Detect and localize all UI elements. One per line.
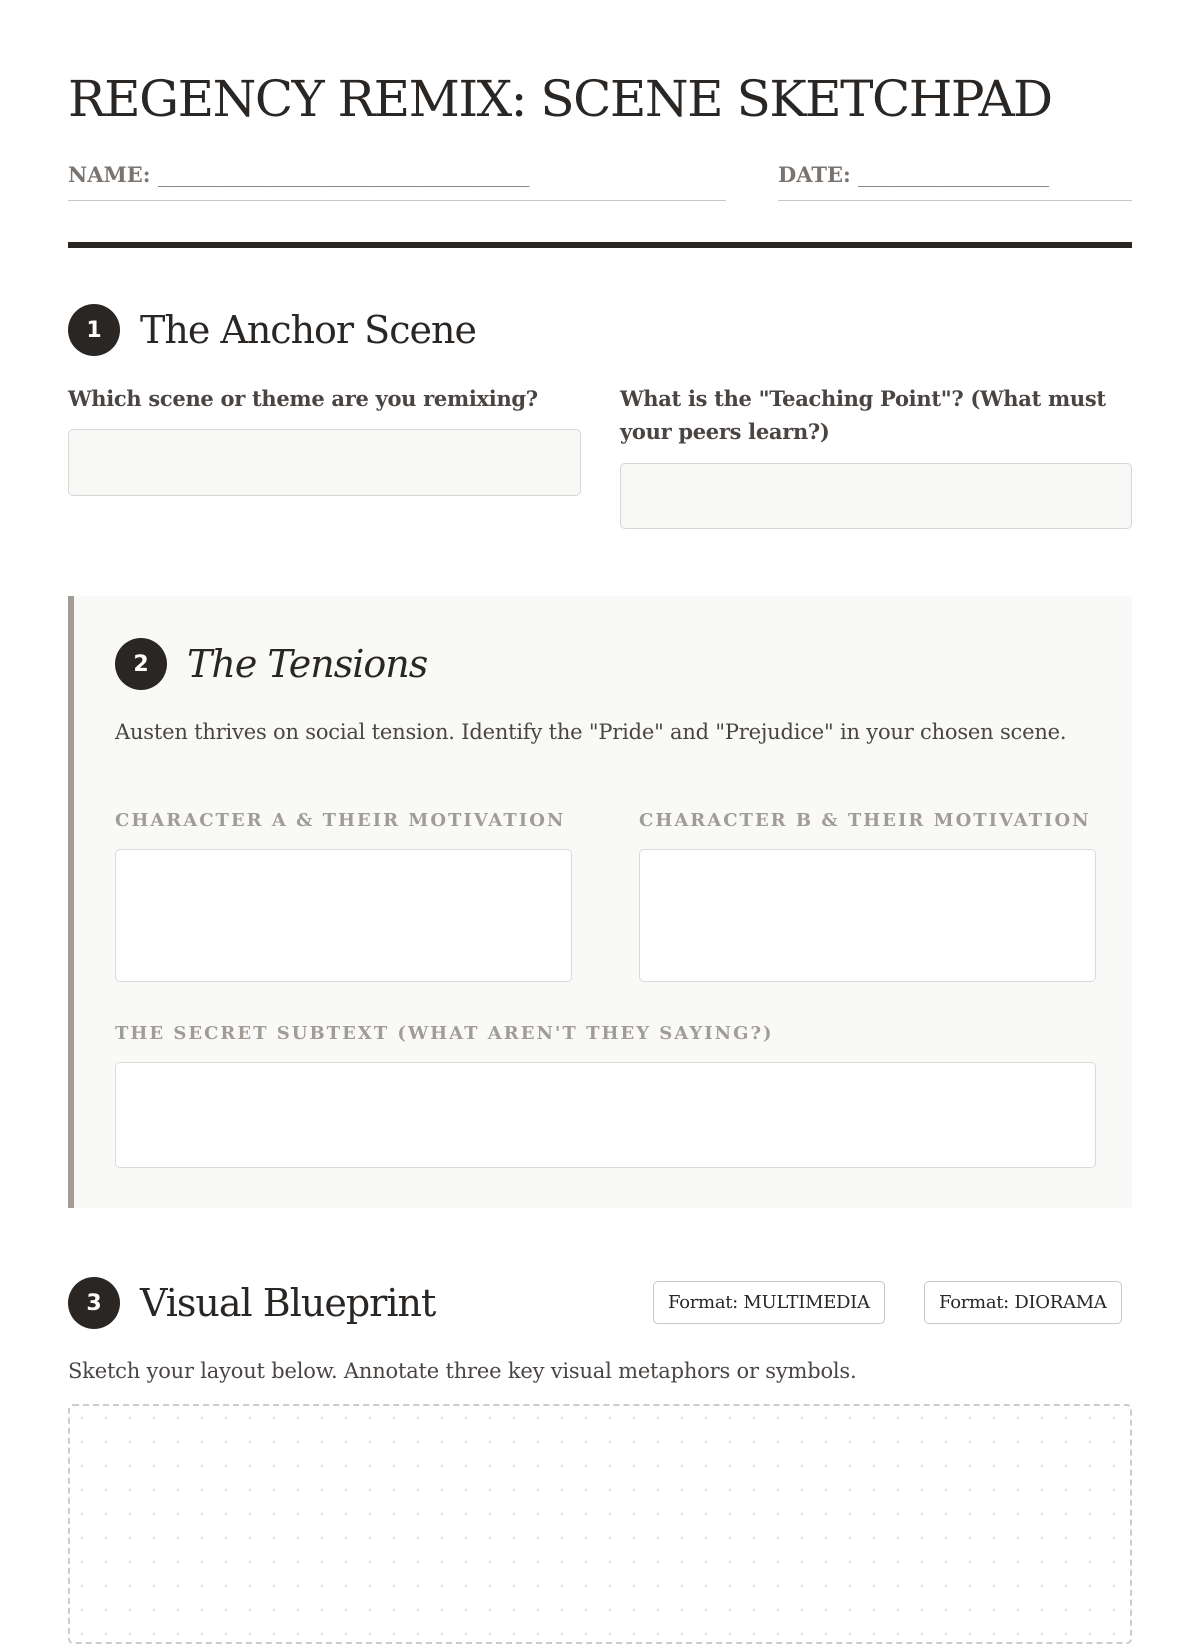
teaching-point-label: What is the "Teaching Point"? (What must your peers learn?) [620, 386, 1106, 444]
sketch-area[interactable] [68, 1404, 1132, 1644]
section-1-number: 1 [68, 304, 120, 356]
name-blank: _______________________________________ [157, 163, 529, 187]
section-1-title: The Anchor Scene [140, 308, 476, 352]
section-2-header [115, 638, 427, 690]
page-title: REGENCY REMIX: SCENE SKETCHPAD [68, 70, 1052, 128]
blueprint-instructions: Sketch your layout below. Annotate three key visual metaphors or symbols. [68, 1359, 857, 1383]
date-blank: ____________________ [858, 163, 1049, 187]
tensions-intro: Austen thrives on social tension. Identify the "Pride" and "Prejudice" in your chosen scene. [115, 720, 1067, 744]
section-2-number: 2 [115, 638, 167, 690]
date-label: DATE: [778, 162, 851, 187]
date-field[interactable] [778, 162, 1132, 201]
scene-question-label: Which scene or theme are you remixing? [68, 386, 538, 411]
section-1-header [68, 304, 476, 356]
subtext-label: THE SECRET SUBTEXT (WHAT AREN'T THEY SAYING?) [115, 1023, 774, 1044]
character-b-input[interactable] [639, 849, 1096, 982]
name-field[interactable] [68, 162, 726, 201]
section-3-number: 3 [68, 1277, 120, 1329]
character-a-label: CHARACTER A & THEIR MOTIVATION [115, 810, 566, 831]
character-b-label: CHARACTER B & THEIR MOTIVATION [639, 810, 1091, 831]
section-3-title: Visual Blueprint [140, 1281, 436, 1325]
tensions-panel [68, 596, 1132, 1208]
section-3-header [68, 1277, 435, 1329]
header-divider [68, 242, 1132, 248]
teaching-point-input[interactable] [620, 463, 1132, 529]
subtext-input[interactable] [115, 1062, 1096, 1168]
scene-input[interactable] [68, 429, 581, 496]
character-a-input[interactable] [115, 849, 572, 982]
format-diorama-tag: Format: DIORAMA [924, 1281, 1122, 1324]
section-2-title: The Tensions [187, 642, 428, 686]
name-label: NAME: [68, 162, 151, 187]
format-multimedia-tag: Format: MULTIMEDIA [653, 1281, 885, 1324]
